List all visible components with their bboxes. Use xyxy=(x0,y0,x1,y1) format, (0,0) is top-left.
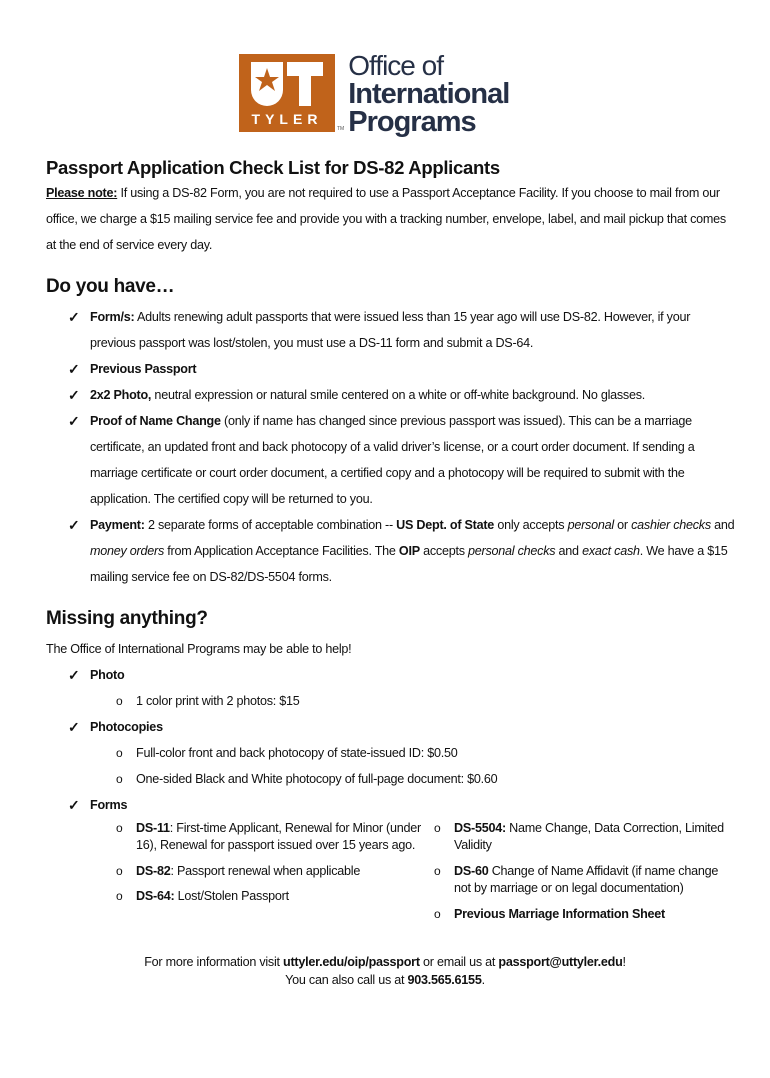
sub-bullet-row xyxy=(116,766,736,792)
text-run: You can also call us at xyxy=(285,973,408,988)
bold-text: 2x2 Photo, xyxy=(90,388,152,402)
bold-text: DS-5504: xyxy=(454,821,506,835)
checklist-item-previous-passport xyxy=(90,356,736,382)
text-run: Adults renewing adult passports that were issued less than 15 year ago will use DS-82. However, if your previous passport was lost/stolen, you must use a DS-11 form and submit a DS-64. xyxy=(90,310,691,350)
checklist-row xyxy=(68,512,736,590)
bullet-icon: o xyxy=(116,889,123,904)
missing-anything-heading: Missing anything? xyxy=(46,608,208,629)
text-run: Name Change, Data Correction, Limited Validity xyxy=(454,821,724,853)
bullet-icon: o xyxy=(116,821,123,835)
page-title: Passport Application Check List for DS-82 Applicants xyxy=(46,157,500,178)
form-ds-82 xyxy=(136,863,434,880)
bold-text: Previous Marriage Information Sheet xyxy=(454,906,665,921)
logo-trademark: TM xyxy=(337,126,345,132)
logo-tyler-text: TYLER xyxy=(251,111,323,127)
photocopy-option: One-sided Black and White photocopy of full-page document: $0.60 xyxy=(136,772,498,786)
text-run: or xyxy=(613,518,632,532)
text-run: Change of Name Affidavit (if name change not by marriage or on legal documentation) xyxy=(454,863,719,896)
document-body xyxy=(46,156,736,931)
form-row xyxy=(116,863,434,880)
footer-phone-line xyxy=(0,971,770,989)
bullet-icon: o xyxy=(116,746,123,760)
footer xyxy=(0,953,770,1009)
text-run: : Passport renewal when applicable xyxy=(170,863,361,878)
bold-text: Payment: xyxy=(90,518,145,532)
bold-text: 903.565.6155 xyxy=(407,973,482,988)
bullet-icon: o xyxy=(434,821,441,835)
bold-text: passport@uttyler.edu xyxy=(498,955,623,970)
do-you-have-heading: Do you have… xyxy=(46,276,175,297)
text-run: ! xyxy=(622,955,626,970)
bullet-icon: o xyxy=(116,694,123,708)
text-run: . xyxy=(481,973,485,988)
photo-option: 1 color print with 2 photos: $15 xyxy=(136,694,300,708)
checklist-item-photo xyxy=(90,382,736,408)
bullet-icon: o xyxy=(116,772,123,786)
sub-bullet-row xyxy=(116,740,736,766)
bullet-icon: o xyxy=(434,906,441,921)
checklist-row xyxy=(68,408,736,512)
form-row xyxy=(116,820,434,855)
text-run: (only if name has changed since previous passport was issued). This can be a marriage certificate, an updated front and back photocopy of a valid driver’s license, or a court order document. If sending a marriage certificate or court order document, a certified copy and a photocopy will be required to submit with the application. The certified copy will be returned to you. xyxy=(90,414,695,506)
text-run: . We have a $15 mailing service fee on DS-82/DS-5504 forms. xyxy=(90,544,728,584)
bullet-icon: o xyxy=(116,863,123,878)
bullet-icon: o xyxy=(434,863,441,878)
form-row xyxy=(434,863,736,898)
italic-text: personal xyxy=(567,518,614,532)
bold-text: Please note: xyxy=(46,186,118,200)
text-run: : First-time Applicant, Renewal for Minor (under 16), Renewal for passport issued over 15 years ago. xyxy=(136,821,421,853)
form-row xyxy=(116,888,434,905)
checklist-item-forms xyxy=(90,304,736,356)
forms-right-column xyxy=(434,820,736,931)
bold-text: OIP xyxy=(398,544,420,558)
missing-photo-label: Photo xyxy=(90,668,125,682)
bold-text: DS-64: xyxy=(136,889,175,904)
italic-text: exact cash xyxy=(582,544,640,558)
logo-line-1: Office of xyxy=(348,50,443,81)
text-run: from Application Acceptance Facilities. The xyxy=(164,544,399,558)
text-run: and xyxy=(555,544,583,558)
italic-text: cashier checks xyxy=(631,518,711,532)
ut-tyler-logo-mark xyxy=(239,54,335,132)
checklist-item-name-change xyxy=(90,408,736,512)
form-row xyxy=(434,906,736,923)
bold-text: Previous Passport xyxy=(90,362,197,376)
bold-text: Proof of Name Change xyxy=(90,414,221,428)
form-row xyxy=(434,820,736,855)
text-run: or email us at xyxy=(419,955,499,970)
bold-text: US Dept. of State xyxy=(396,518,495,532)
checkmark-icon: ✓ xyxy=(68,517,80,533)
checkmark-icon: ✓ xyxy=(68,667,80,683)
bold-text: Form/s: xyxy=(90,310,135,324)
checkmark-icon: ✓ xyxy=(68,413,80,429)
checkmark-icon: ✓ xyxy=(68,387,80,403)
forms-list xyxy=(116,820,736,931)
checkmark-icon: ✓ xyxy=(68,309,80,325)
oip-logo xyxy=(239,50,770,138)
form-ds-5504 xyxy=(454,820,736,855)
checklist-row xyxy=(68,792,736,818)
missing-intro: The Office of International Programs may be able to help! xyxy=(46,642,352,656)
bold-text: uttyler.edu/oip/passport xyxy=(283,955,420,970)
checklist-row xyxy=(68,662,736,688)
forms-left-column xyxy=(116,820,434,931)
photocopy-option: Full-color front and back photocopy of state-issued ID: $0.50 xyxy=(136,746,458,760)
form-ds-60 xyxy=(454,863,736,898)
text-run: neutral expression or natural smile centered on a white or off-white background. No glasses. xyxy=(151,388,646,402)
checkmark-icon: ✓ xyxy=(68,719,80,735)
text-run: If using a DS-82 Form, you are not required to use a Passport Acceptance Facility. If you choose to mail from our office, we charge a $15 mailing service fee and provide you with a tracking number, envelope, label, and mail pickup that comes at the end of service every day. xyxy=(46,186,726,252)
text-run: 2 separate forms of acceptable combination -- xyxy=(144,518,397,532)
form-ds-64 xyxy=(136,888,434,905)
text-run: For more information visit xyxy=(144,955,284,970)
form-previous-marriage-sheet xyxy=(454,906,736,923)
italic-text: money orders xyxy=(90,544,164,558)
italic-text: personal checks xyxy=(468,544,556,558)
missing-forms-label: Forms xyxy=(90,798,128,812)
sub-bullet-row xyxy=(116,688,736,714)
checklist-item-payment xyxy=(90,512,736,590)
text-run: only accepts xyxy=(494,518,568,532)
ut-star-icon xyxy=(249,62,325,106)
bold-text: DS-60 xyxy=(454,863,489,878)
checklist-row xyxy=(68,714,736,740)
logo-wordmark xyxy=(348,52,509,136)
checklist-row xyxy=(68,304,736,356)
logo-line-2: International xyxy=(348,78,510,110)
checklist-row xyxy=(68,382,736,408)
text-run: accepts xyxy=(419,544,469,558)
bold-text: DS-82 xyxy=(136,863,171,878)
bold-text: DS-11 xyxy=(136,821,170,835)
logo-line-3: Programs xyxy=(348,106,476,138)
text-run: and xyxy=(710,518,735,532)
footer-contact-line xyxy=(0,953,770,971)
please-note-paragraph xyxy=(46,180,736,258)
checklist-row xyxy=(68,356,736,382)
checkmark-icon: ✓ xyxy=(68,361,80,377)
checkmark-icon: ✓ xyxy=(68,797,80,813)
text-run: Lost/Stolen Passport xyxy=(174,889,289,904)
form-ds-11 xyxy=(136,820,434,855)
missing-photocopies-label: Photocopies xyxy=(90,720,163,734)
